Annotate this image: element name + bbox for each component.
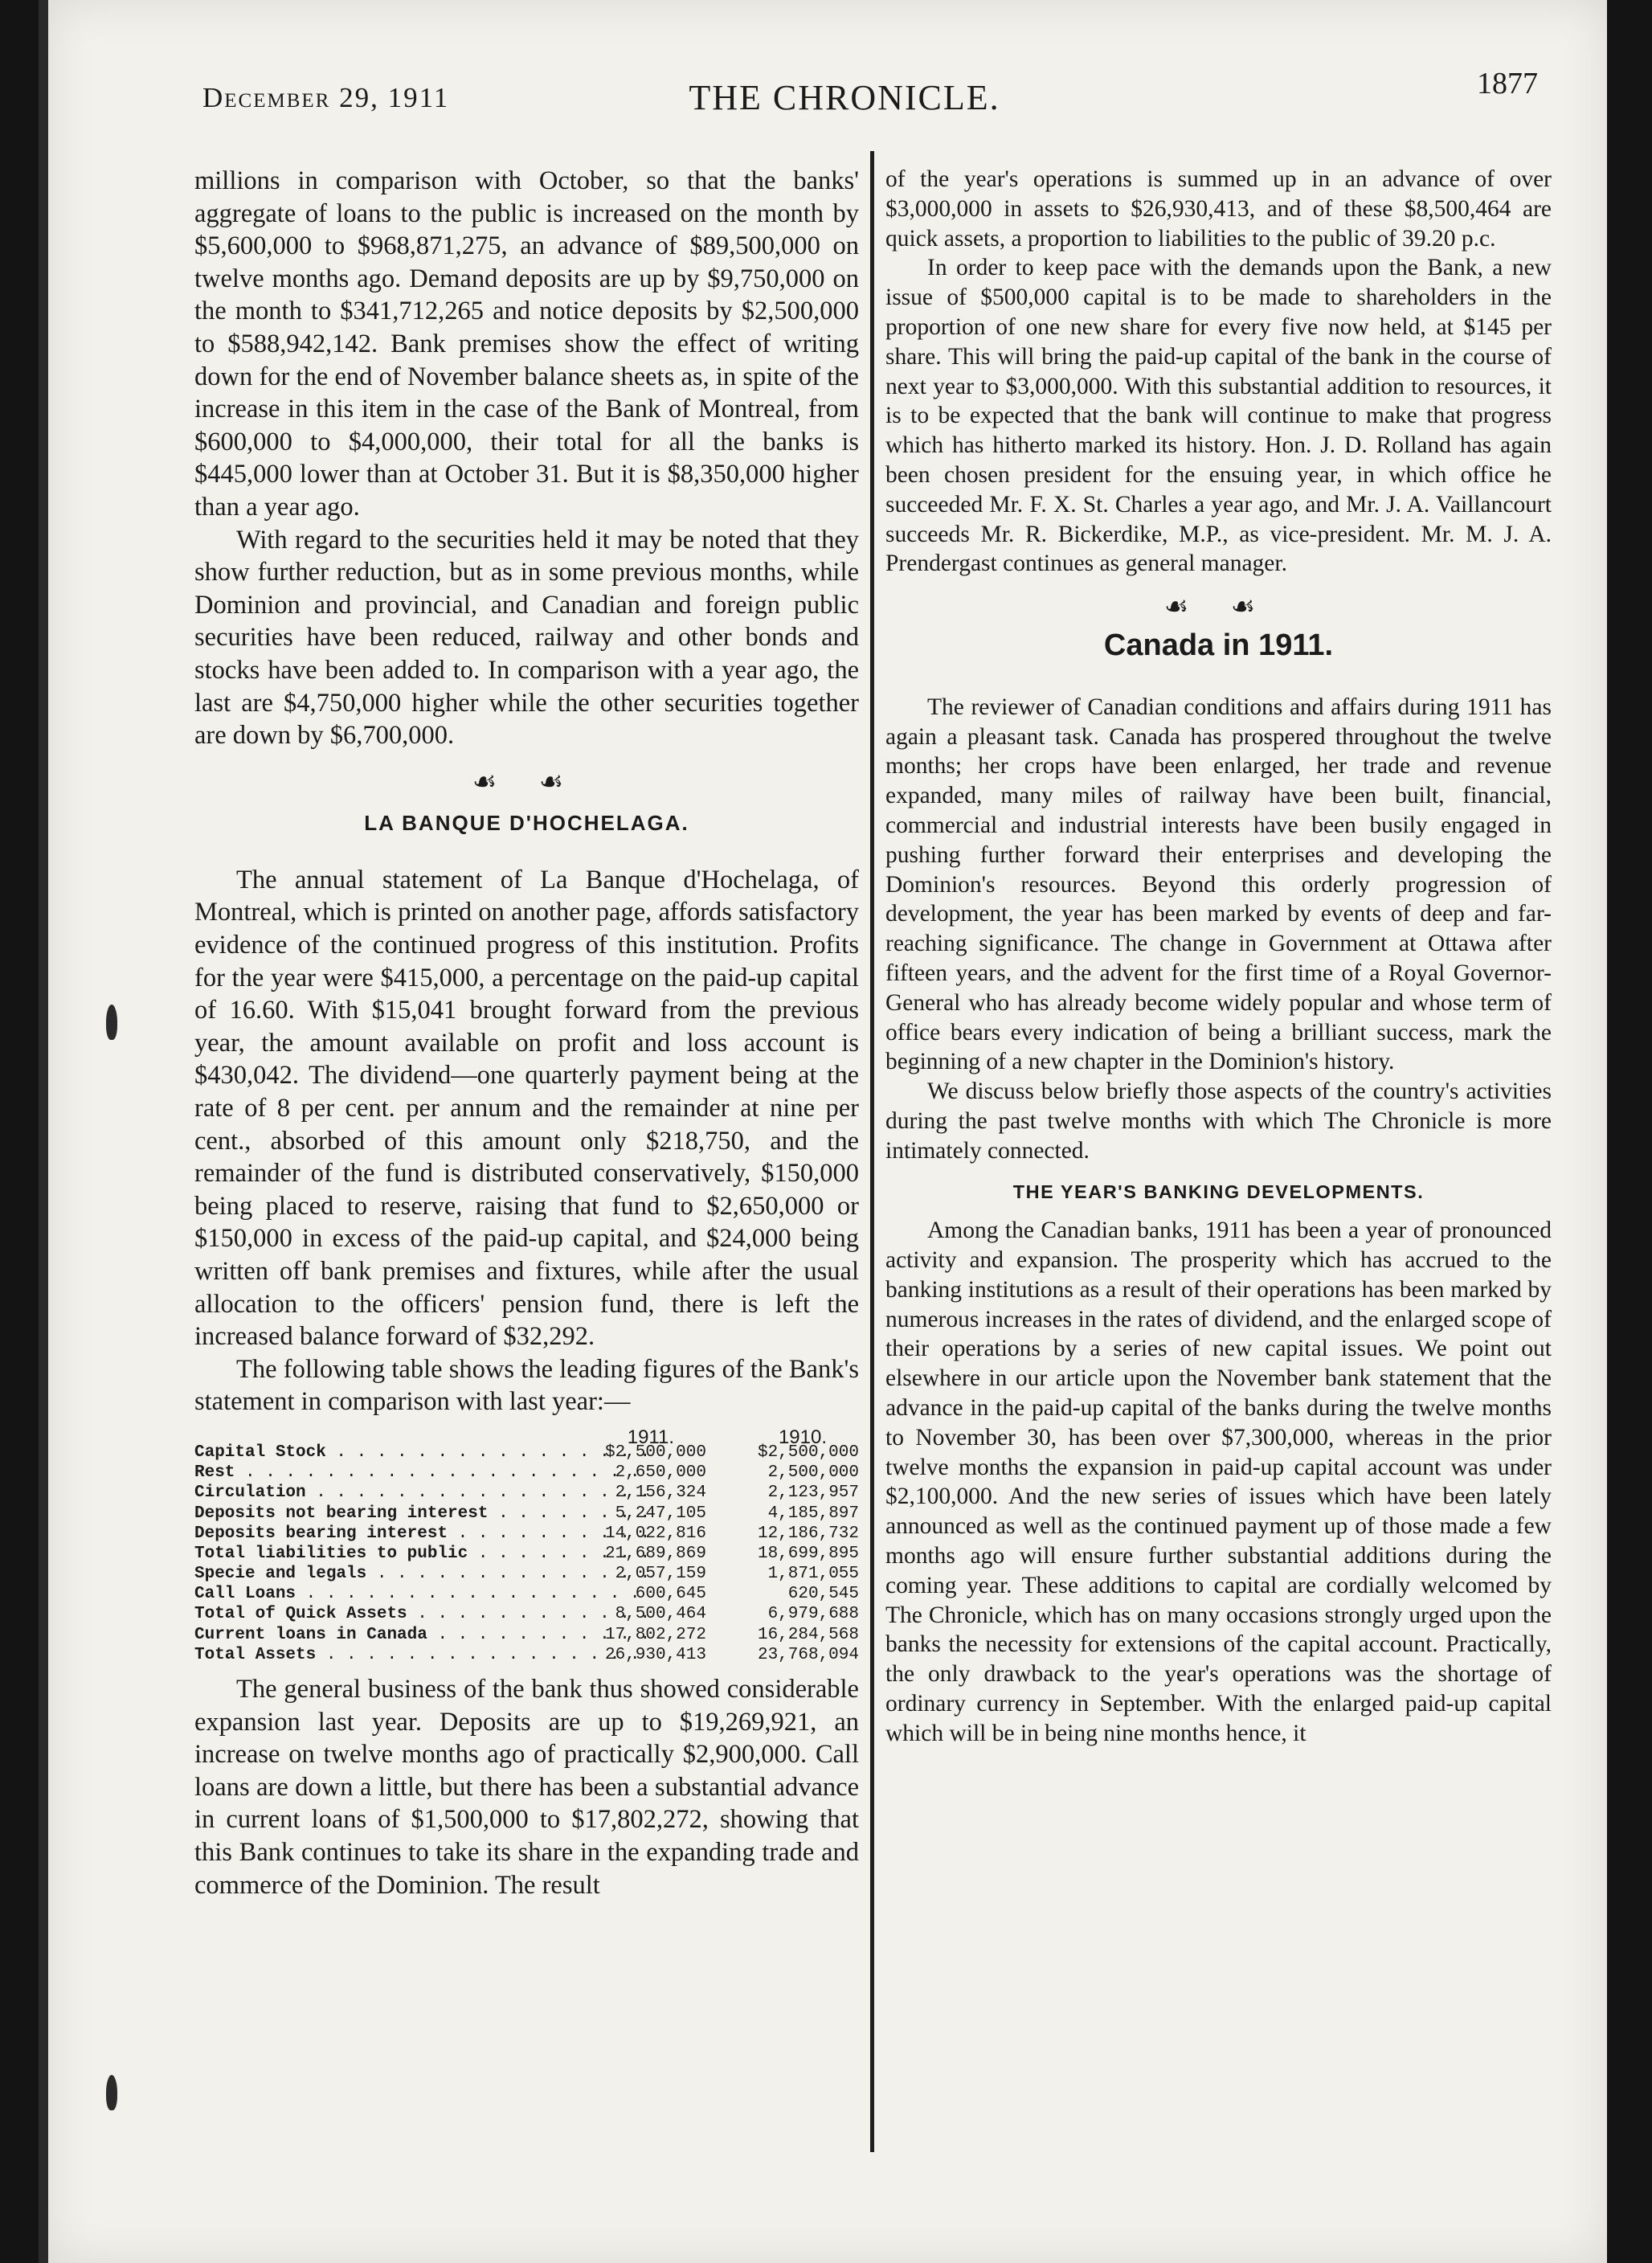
right-column: [885, 165, 1552, 1749]
table-row: [194, 1524, 859, 1544]
paragraph: With regard to the securities held it may be noted that they show further reduction, but as in some previous months, while Dominion and provincial, and Canadian and foreign public securities have been reduced, railway and other bonds and stocks have been added to. In comparison with a year ago, the last are $4,750,000 higher while the other securities together are down by $6,700,000.: [194, 525, 859, 751]
paragraph: The general business of the bank thus showed considerable expansion last year. Deposits are up to $19,269,921, an increase on twelve months ago of practically $2,900,000. Call loans are down a little, but there has been a substantial advance in current loans of $1,500,000 to $17,802,272, showing that this Bank continues to take its share in the expanding trade and commerce of the Dominion. The result: [194, 1675, 859, 1900]
table-row: [194, 1625, 859, 1645]
paragraph: We discuss below briefly those aspects of the country's activities during the past twelve months with which The Chronicle is more intimately connected.: [885, 1078, 1552, 1164]
row-label: Deposits bearing interest . . .: [194, 1524, 652, 1544]
value-1910: 23,768,094: [757, 1645, 859, 1664]
value-1910: 12,186,732: [757, 1524, 859, 1543]
column-header: 1911.: [627, 1426, 674, 1448]
paragraph: Among the Canadian banks, 1911 has been a year of pronounced activity and expansion. The prosperity which has accrued to the banking institutions as a result of their operations has been marked by numerous increases in the rates of dividend, and the enlarged scope of their operations by a series of new capital issues. We point out elsewhere in our article upon the November bank statement that the advance in the paid-up capital of the banks during the twelve months to November 30, has been over $7,300,000, whereas in the prior twelve months the expansion in paid-up capital account was under $2,100,000. And the new series of issues which have been lately announced as well as the continued payment up of those made a few months ago will ensure further substantial additions during the coming year. These additions to capital are cordially welcomed by The Chronicle, which has on many occasions strongly urged upon the banks the necessity for extensions of the capital account. Practically, the only drawback to the year's operations was the shortage of ordinary currency in September. With the enlarged paid-up capital which will be in being nine months hence, it: [885, 1217, 1552, 1746]
section-title: LA BANQUE D'HOCHELAGA.: [364, 811, 689, 836]
page-number: 1877: [1477, 67, 1538, 100]
value-1910: 2,123,957: [767, 1483, 859, 1503]
article-title: Canada in 1911.: [1103, 628, 1334, 662]
table-row: [194, 1463, 859, 1483]
page-header: [151, 66, 1538, 122]
value-1911: 26,930,413: [604, 1645, 706, 1664]
value-1911: 2,156,324: [615, 1483, 706, 1503]
section-ornament: ☙ ☙: [472, 767, 582, 797]
paragraph: The following table shows the leading figures of the Bank's statement in comparison with last year:—: [194, 1354, 859, 1417]
row-label: Specie and legals . . .: [194, 1564, 652, 1584]
value-1910: 6,979,688: [767, 1605, 859, 1624]
paragraph: millions in comparison with October, so that the banks' aggregate of loans to the public is increased on the month by $5,600,000 to $968,871,275, an advance of $89,500,000 on twelve months ago. Demand deposits are up by $9,750,000 on the month to $341,712,265 and notice deposits by $2,500,000 to $588,942,142. Bank premises show the effect of writing down for the end of November balance sheets as, in spite of the increase in this item in the case of the Bank of Montreal, from $600,000 to $4,000,000, their total for all the banks is $445,000 lower than at October 31. But it is $8,350,000 higher than a year ago.: [194, 166, 859, 522]
bank-statement-table: [194, 1418, 859, 1665]
value-1910: 16,284,568: [757, 1625, 859, 1644]
column-divider: [870, 151, 874, 2152]
value-1911: 17,802,272: [604, 1625, 706, 1644]
value-1911: 600,645: [635, 1585, 706, 1604]
value-1911: 2,650,000: [615, 1463, 706, 1483]
paragraph: The reviewer of Canadian conditions and affairs during 1911 has again a pleasant task. Canada has prospered throughout the twelve months; her crops have been enlarged, her trade and revenue expanded, many miles of railway have been built, financial, commercial and industrial interests have been busily engaged in pushing further forward their enterprises and developing the Dominion's resources. Beyond this orderly progression of development, the year has been marked by events of deep and far-reaching significance. The change in Government at Ottawa after fifteen years, and the advent for the first time of a Royal Governor-General who has already become widely popular and whose term of office bears every indication of being a brilliant success, mark the beginning of a new chapter in the Dominion's history.: [885, 694, 1552, 1075]
value-1910: 18,699,895: [757, 1544, 859, 1563]
table-row: [194, 1544, 859, 1564]
value-1910: 2,500,000: [767, 1463, 859, 1483]
subsection-title: THE YEAR'S BANKING DEVELOPMENTS.: [1012, 1181, 1425, 1202]
row-label: Deposits not bearing interest . . .: [194, 1504, 652, 1524]
value-1910: 4,185,897: [767, 1504, 859, 1523]
row-label: Total of Quick Assets . . .: [194, 1604, 652, 1624]
value-1910: 1,871,055: [767, 1565, 859, 1584]
paragraph: In order to keep pace with the demands upon the Bank, a new issue of $500,000 capital is to be made to shareholders in the proportion of one new share for every five now held, at $145 per share. This will bring the paid-up capital of the bank in the course of next year to $3,000,000. With this substantial addition to resources, it is to be expected that the bank will continue to make that progress which has hitherto marked its history. Hon. J. D. Rolland has again been chosen president for the ensuing year, in which office he succeeded Mr. F. X. St. Charles a year ago, and Mr. J. A. Vaillancourt succeeds Mr. R. Bickerdike, M.P., as vice-president. Mr. M. J. A. Prendergast continues as general manager.: [885, 255, 1552, 577]
left-column: [194, 165, 859, 1901]
row-label: Total liabilities to public . . .: [194, 1544, 652, 1564]
row-label: Rest . . .: [194, 1463, 652, 1483]
section-ornament: ☙ ☙: [1163, 592, 1274, 623]
table-row: [194, 1483, 859, 1503]
row-label: Call Loans . . .: [194, 1584, 652, 1604]
row-label: Circulation . . .: [194, 1483, 652, 1503]
table-row: [194, 1645, 859, 1665]
value-1911: 21,689,869: [604, 1544, 706, 1563]
publication-title: THE CHRONICLE.: [689, 78, 1000, 117]
table-row: [194, 1564, 859, 1584]
value-1911: 5,247,105: [615, 1504, 706, 1523]
value-1911: $2,500,000: [604, 1443, 706, 1462]
value-1911: 14,022,816: [604, 1524, 706, 1543]
table-row: [194, 1504, 859, 1524]
margin-ink-mark: [106, 2075, 117, 2110]
value-1910: $2,500,000: [757, 1443, 859, 1462]
paragraph: The annual statement of La Banque d'Hochelaga, of Montreal, which is printed on another page, affords satisfactory evidence of the continued progress of this institution. Profits for the year were $415,000, a percentage on the paid-up capital of 16.60. With $15,041 brought forward from the previous year, the amount available on profit and loss account is $430,042. The dividend—one quarterly payment being at the rate of 8 per cent. per annum and the remainder at nine per cent., absorbed of this amount only $218,750, and the remainder of the fund is distributed conservatively, $150,000 being placed to reserve, raising that fund to $2,650,000 or $150,000 in excess of the paid-up capital, and $24,000 being written off bank premises and fixtures, while after the usual allocation to the officers' pension fund, there is left the increased balance forward of $32,292.: [194, 865, 859, 1352]
value-1910: 620,545: [787, 1585, 859, 1604]
value-1911: 8,500,464: [615, 1605, 706, 1624]
table-header: [194, 1418, 859, 1448]
row-label: Total Assets . . .: [194, 1645, 652, 1665]
value-1911: 2,057,159: [615, 1565, 706, 1584]
row-label: Capital Stock . . .: [194, 1443, 652, 1463]
table-row: [194, 1604, 859, 1624]
table-row: [194, 1443, 859, 1463]
table-row: [194, 1584, 859, 1604]
issue-date: December 29, 1911: [202, 82, 450, 113]
column-header: 1910.: [778, 1426, 827, 1448]
row-label: Current loans in Canada . . .: [194, 1625, 652, 1645]
paragraph: of the year's operations is summed up in an advance of over $3,000,000 in assets to $26,930,413, and of these $8,500,464 are quick assets, a proportion to liabilities to the public of 39.20 p.c.: [885, 166, 1552, 252]
margin-ink-mark: [106, 1005, 117, 1040]
